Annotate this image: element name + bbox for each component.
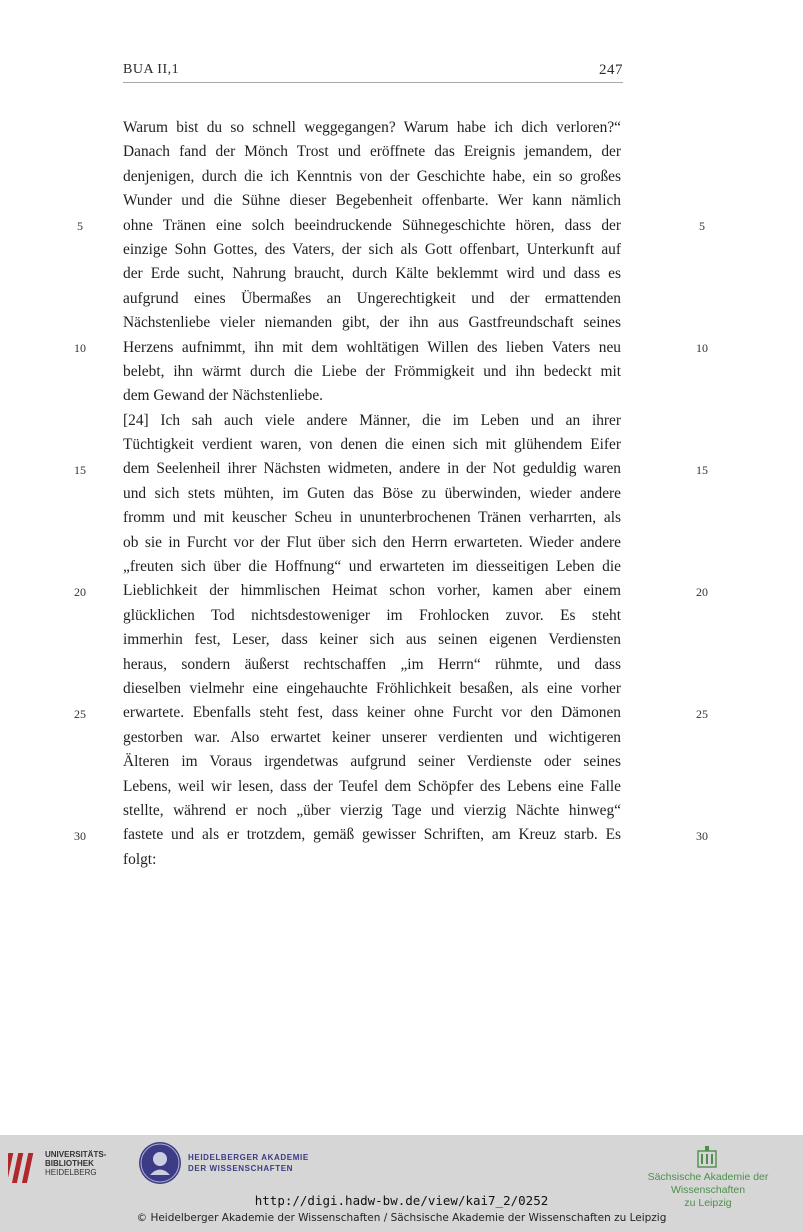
text-line: ob sie in Furcht vor der Flut über sich den Herrn erwarteten. Wieder andere [123,533,621,551]
viewer-footer [0,1135,803,1232]
line-number-left: 10 [74,341,86,355]
text-line: fromm und mit keuscher Scheu in ununterbrochenen Tränen verharrten, als [123,509,621,527]
text-line: Nächstenliebe vieler niemanden gibt, der ihn aus Gastfreundschaft seines [123,314,621,332]
academy-seal-icon[interactable] [139,1142,181,1184]
line-number-left: 15 [74,463,86,477]
text-line: immerhin fest, Leser, dass keiner sich aus seinen eigenen Verdiensten [123,631,621,649]
text-line: erwartete. Ebenfalls steht fest, dass keiner ohne Furcht vor den Dämonen [123,704,621,722]
text-line: belebt, ihn wärmt durch die Liebe der Frömmigkeit und ihn bedeckt mit [123,362,621,380]
text-line: glücklichen Tod nichtsdestoweniger im Frohlocken zuvor. Es steht [123,606,621,624]
text-line: dieselben vielmehr eine eingehauchte Fröhlichkeit besaßen, als eine vorher [123,679,621,697]
line-number-left: 5 [77,219,83,233]
saxon-academy-building-icon[interactable] [697,1145,717,1169]
ub-line-2: BIBLIOTHEK [45,1159,94,1168]
hadw-line-2: DER WISSENSCHAFTEN [188,1164,294,1173]
university-library-name [45,1150,106,1177]
text-line: Tüchtigkeit verdient waren, von denen die einen sich mit glühendem Eifer [123,436,621,454]
text-line: Lieblichkeit der himmlischen Heimat schon vorher, kamen aber einem [123,582,621,600]
body-text [123,116,621,872]
text-line: einzige Sohn Gottes, des Vaters, der sich als Gott offenbart, Unterkunft auf [123,240,621,258]
text-line: Herzens aufnimmt, ihn mit dem wohltätigen Willen des lieben Vaters neu [123,338,621,356]
line-number-right: 20 [696,585,708,599]
text-line: gestorben war. Also erwartet keiner unserer verdienten und wichtigeren [123,728,621,746]
ub-line-1: UNIVERSITÄTS- [45,1150,107,1159]
text-line: [24] Ich sah auch viele andere Männer, die im Leben und an ihrer [123,411,621,429]
text-line: der Erde sucht, Nahrung braucht, durch Kälte beklemmt wird und dass es [123,265,621,283]
text-line: folgt: [123,850,157,868]
text-line: denjenigen, durch die ich Kenntnis von der Geschichte habe, ein so großes [123,167,621,185]
running-head [123,62,623,83]
text-line: Älteren im Voraus irgendetwas aufgrund seiner Verdienste oder seines [123,753,621,771]
line-number-right: 10 [696,341,708,355]
permalink-url[interactable]: http://digi.hadw-bw.de/view/kai7_2/0252 [254,1193,549,1208]
text-line: Wunder und die Sühne dieser Begebenheit offenbarte. Wer kann nämlich [123,192,621,210]
academy-name [188,1152,309,1174]
text-line: Danach fand der Mönch Trost und eröffnete das Ereignis jemandem, der [123,143,621,161]
text-line: stellte, während er noch „über vierzig Tage und vierzig Nächte hinweg“ [123,801,621,819]
line-number-right: 5 [699,219,705,233]
ub-line-3: HEIDELBERG [45,1168,97,1177]
saw-line-1: Sächsische Akademie der Wissenschaften [647,1171,769,1196]
text-line: ohne Tränen eine solch beeindruckende Sühnegeschichte hören, dass der [123,216,621,234]
hadw-line-1: HEIDELBERGER AKADEMIE [188,1153,309,1162]
text-line: dem Gewand der Nächstenliebe. [123,387,323,405]
line-number-left: 25 [74,707,86,721]
saw-line-2: zu Leipzig [684,1197,732,1209]
text-line: Lebens, weil wir lesen, dass der Teufel dem Schöpfer des Lebens eine Falle [123,777,621,795]
text-line: fastete und als er trotzdem, gemäß gewisser Schriften, am Kreuz starb. Es [123,826,621,844]
text-line: heraus, sondern äußerst rechtschaffen „im Herrn“ rühmte, und dass [123,655,621,673]
line-number-right: 25 [696,707,708,721]
line-number-right: 15 [696,463,708,477]
page-number: 247 [599,62,623,78]
line-number-left: 30 [74,829,86,843]
text-line: dem Seelenheil ihrer Nächsten widmeten, andere in der Not geduldig waren [123,460,621,478]
line-number-left: 20 [74,585,86,599]
text-line: Warum bist du so schnell weggegangen? Warum habe ich dich verloren?“ [123,119,621,136]
text-line: „freuten sich über die Hoffnung“ und erwarteten im diesseitigen Leben die [123,558,621,576]
copyright-notice: © Heidelberger Akademie der Wissenschaften / Sächsische Akademie der Wissenschaften zu Leipzig [136,1212,667,1224]
text-line: und sich stets mühten, im Guten das Böse zu überwinden, wieder andere [123,484,621,502]
line-number-right: 30 [696,829,708,843]
running-head-title: BUA II,1 [123,62,180,77]
text-line: aufgrund eines Übermaßes an Ungerechtigkeit und der ermattenden [123,289,621,307]
